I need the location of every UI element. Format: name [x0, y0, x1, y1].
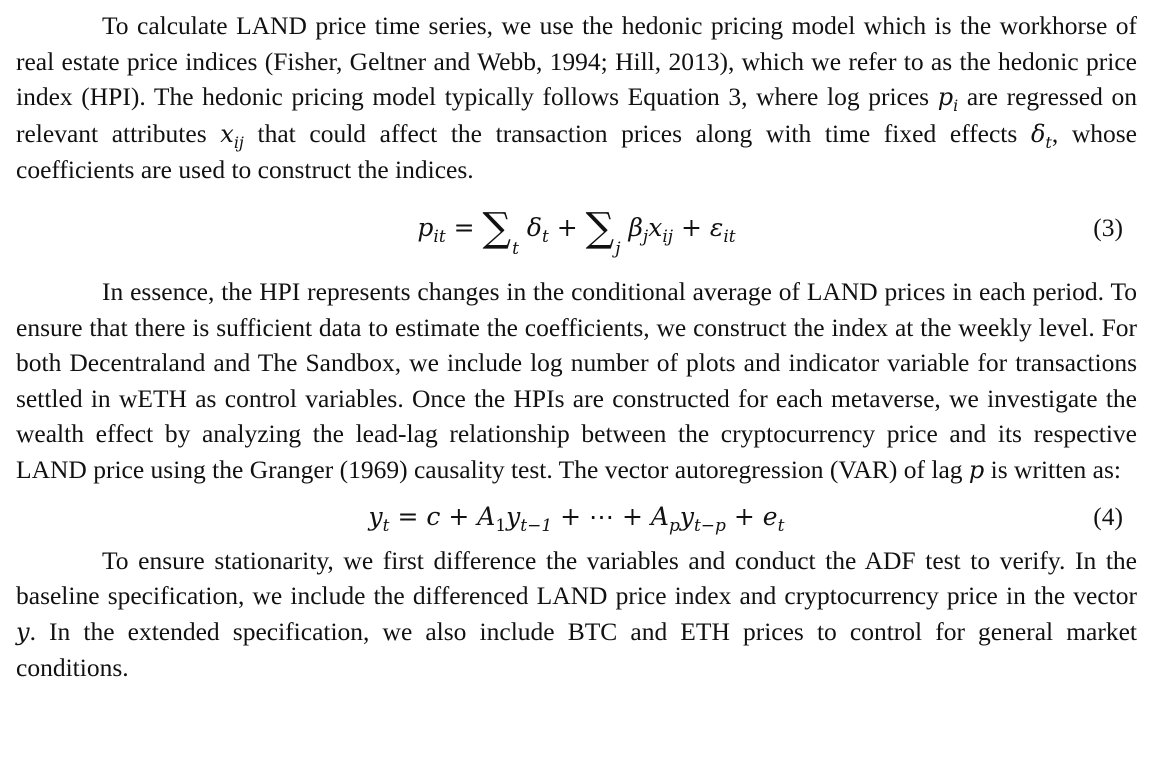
inline-math-lag-p: p — [968, 455, 985, 484]
equation-4-body: $y_t = c + A_1y_{t-1}$ + ⋯ + $A_py_{t-p} + e_t$ — [368, 501, 785, 536]
inline-math-x-ij: $x_{ij}$ — [220, 119, 244, 152]
equation-3-body: $p_{it} = \sum_t$ $\delta_t + \sum_j$ $\beta_jx_{ij} + \varepsilon_{it}$ — [417, 204, 736, 259]
equation-3 — [16, 198, 1137, 270]
inline-math-delta-t: $\delta_t$ — [1030, 119, 1052, 152]
equation-4 — [16, 495, 1137, 543]
inline-math-vector-y: y — [16, 617, 30, 646]
paragraph-text: , whose coefficients are used to construct the indices. — [16, 118, 1137, 185]
inline-math-p-i: $p_i$ — [937, 83, 959, 115]
paragraph-stationarity — [16, 543, 1137, 686]
paragraph-text: are regressed on relevant attributes — [16, 82, 1137, 148]
sum-symbol: ∑ — [482, 204, 512, 251]
equation-number: (4) — [1093, 501, 1123, 531]
paragraph-text: . In the extended specification, we also include BTC and ETH prices to control for general market conditions. — [16, 616, 1137, 683]
equation-number: (3) — [1093, 212, 1123, 242]
paragraph-hedonic-model — [16, 8, 1137, 188]
sum-symbol: ∑ — [585, 204, 615, 251]
paragraph-var-model — [16, 274, 1137, 489]
paragraph-text: is written as: — [984, 454, 1121, 484]
paragraph-text: that could affect the transaction prices along with time fixed effects — [243, 118, 1031, 148]
paragraph-text: To calculate LAND price time series, we use the hedonic pricing model which is the workhorse of real estate price indices (Fisher, Geltner and Webb, 1994; Hill, 2013), which we refer to as the hedonic price index (HPI). The hedonic pricing model typically follows Equation 3, where log prices — [16, 11, 1137, 112]
paragraph-text: In essence, the HPI represents changes in the conditional average of LAND prices in each period. To ensure that there is sufficient data to estimate the coefficients, we construct the index at the weekly level. For both Decentraland and The Sandbox, we include log number of plots and indicator variable for transactions settled in wETH as control variables. Once the HPIs are constructed for each metaverse, we investigate the wealth effect by analyzing the lead-lag relationship between the cryptocurrency price and its respective LAND price using the Granger (1969) causality test. The vector autoregression (VAR) of lag — [16, 276, 1137, 484]
paragraph-text: To ensure stationarity, we first difference the variables and conduct the ADF test to verify. In the baseline specification, we include the differenced LAND price index and cryptocurrency price in the vector — [16, 545, 1137, 611]
